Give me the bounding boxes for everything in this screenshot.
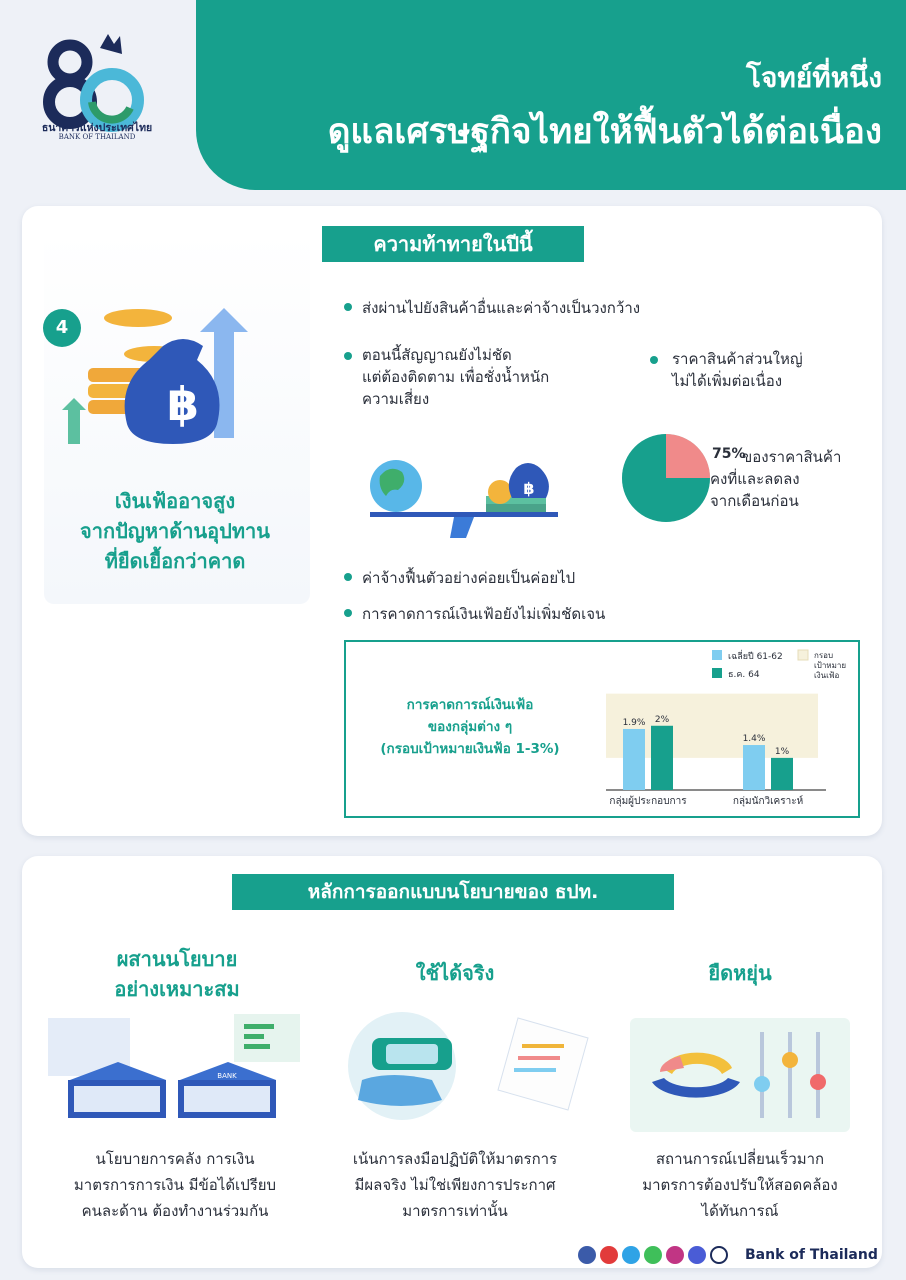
legend-swatch [712,668,722,678]
chart-title-line: ของกลุ่มต่าง ๆ [427,719,513,735]
bullet-text: ตอนนี้สัญญาณยังไม่ชัด [362,346,512,364]
chart-title-line: (กรอบเป้าหมายเงินฟ้อ 1-3%) [380,741,560,757]
government-bank-buildings-illustration [44,1014,304,1124]
vr-document-illustration [332,1010,592,1120]
chart-title-line: การคาดการณ์เงินเฟ้อ [406,697,534,713]
principle-title-line: อย่างเหมาะสม [114,977,240,1001]
footer-brand: Bank of Thailand [745,1247,878,1263]
legend-swatch-band [798,650,808,660]
headline-line: จากปัญหาด้านอุปทาน [80,519,270,543]
principle-text-practical [330,1146,580,1224]
bullet-signal [362,344,549,410]
bullet-dot [650,356,658,364]
principle-text-line: ได้ทันการณ์ [701,1202,779,1220]
flexible-controls-illustration [630,1018,850,1132]
principle-title-mix [62,944,292,1004]
header-subtitle: โจทย์ที่หนึ่ง [745,61,882,94]
bullet-text: ค่าจ้างฟื้นตัวอย่างค่อยเป็นค่อยไป [362,569,576,587]
headline-line: ที่ยืดเยื้อกว่าคาด [104,549,246,573]
principle-text-line: มาตรการการเงิน มีข้อได้เปรียบ [73,1176,277,1194]
principle-text-line: มาตรการต้องปรับให้สอดคล้อง [642,1176,838,1194]
bullet-text: ราคาสินค้าส่วนใหญ่ [672,350,803,368]
blockdit-icon[interactable] [688,1246,706,1264]
challenges-title: ความท้าทายในปีนี้ [322,226,584,262]
legend-label: เฉลี่ยปี 61-62 [728,652,783,662]
legend-label-band: เงินเฟ้อ [814,671,840,680]
principle-text-line: มีผลจริง ไม่ใช่เพียงการประกาศ [354,1176,556,1194]
legend-label: ธ.ค. 64 [728,670,760,680]
data-label: 1.4% [742,734,766,745]
principle-text-flexible [614,1146,866,1224]
pie-percent-label: 75% [712,446,746,462]
bullet-text: ไม่ได้เพิ่มต่อเนื่อง [672,372,783,390]
bullet-text: ส่งผ่านไปยังสินค้าอื่นและค่าจ้างเป็นวงกว้าง [362,299,641,317]
principle-text-line: นโยบายการคลัง การเงิน [95,1150,255,1168]
legend-label-band: กรอบ [814,651,834,660]
svg-text:฿: ฿ [166,377,200,431]
principle-title-flexible: ยืดหยุ่น [708,961,772,985]
bullet-dot [344,609,352,617]
principle-text-line: มาตรการเท่านั้น [402,1202,508,1220]
principle-text-mix [50,1146,300,1224]
principle-title-practical: ใช้ได้จริง [415,961,495,985]
principles-title: หลักการออกแบบนโยบายของ ธปท. [232,874,674,910]
data-label: 2% [654,714,670,725]
pie-text-line: จากเดือนก่อน [710,492,799,510]
legend-swatch [712,650,722,660]
bullet-dot [344,352,352,360]
bullet-prices [672,348,803,392]
pie-slice-other [666,434,710,478]
price-pie-chart [620,432,712,524]
principle-text-line: สถานการณ์เปลี่ยนเร็วมาก [655,1150,825,1168]
logo-name-th: ธนาคารแห่งประเทศไทย [41,122,153,134]
headline-line: เงินเฟ้ออาจสูง [114,489,236,513]
line-icon[interactable] [644,1246,662,1264]
instagram-icon[interactable] [666,1246,684,1264]
principle-title-line: ผสานนโยบาย [116,947,238,971]
pie-text-lines [710,468,800,512]
bank-sign: BANK [217,1072,237,1080]
social-links [578,1246,728,1264]
bullet-wages [344,568,575,589]
bullet-text: ความเสี่ยง [362,390,430,408]
bullet-text: แต่ต้องติดตาม เพื่อชั่งน้ำหนัก [362,368,550,386]
bullet-dot [344,303,352,311]
bullet-spread [344,298,640,319]
inflation-headline [40,486,310,576]
balance-scale-illustration [366,440,562,540]
svg-text:฿: ฿ [523,479,535,498]
chart-title [360,694,580,760]
pie-text-line: คงที่และลดลง [710,470,800,488]
money-bag-illustration [58,298,278,468]
facebook-icon[interactable] [578,1246,596,1264]
inflation-expectation-chart [596,644,858,816]
header-title: ดูแลเศรษฐกิจไทยให้ฟื้นตัวได้ต่อเนื่อง [327,112,882,152]
bar [623,729,645,790]
youtube-icon[interactable] [600,1246,618,1264]
data-label: 1% [774,746,790,757]
data-label: 1.9% [622,717,646,728]
category-label: กลุ่มผู้ประกอบการ [609,796,687,807]
bar [651,726,673,790]
twitter-icon[interactable] [622,1246,640,1264]
bar [771,758,793,790]
legend-label-band: เป้าหมาย [814,661,847,670]
logo-name-en: BANK OF THAILAND [58,133,136,141]
bar [743,745,765,790]
principle-text-line: คนละด้าน ต้องทำงานร่วมกัน [81,1202,269,1220]
bullet-dot [344,573,352,581]
pie-text: ของราคาสินค้า [742,448,842,466]
bullet-text: การคาดการณ์เงินเฟ้อยังไม่เพิ่มชัดเจน [362,605,606,623]
bullet-expectations [344,604,605,625]
principle-text-line: เน้นการลงมือปฏิบัติให้มาตรการ [352,1150,558,1168]
web-icon[interactable] [710,1246,728,1264]
category-label: กลุ่มนักวิเคราะห์ [732,796,804,807]
item-number-badge: 4 [43,309,81,347]
